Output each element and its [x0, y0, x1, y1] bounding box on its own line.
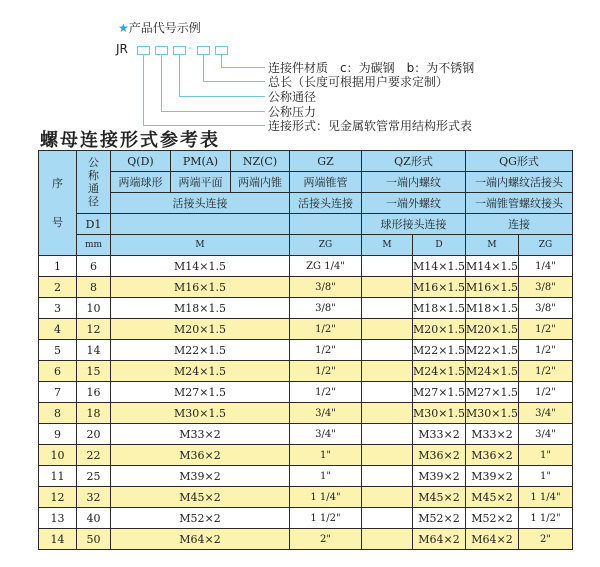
cell-d1: 25	[77, 466, 111, 487]
cell-m: M20×1.5	[111, 319, 290, 340]
cell-qg-zg: 1/2"	[519, 382, 573, 403]
header-pm: PM(A)	[171, 151, 231, 172]
cell-qz-d: M20×1.5	[413, 319, 466, 340]
cell-seq: 9	[39, 424, 77, 445]
cell-qg-zg: 1/4"	[519, 256, 573, 277]
cell-qz-m	[362, 298, 413, 319]
cell-qz-m	[362, 277, 413, 298]
header-qg3: 一端锥管螺纹接头	[466, 193, 573, 214]
cell-qz-d: M45×2	[413, 487, 466, 508]
cell-d1: 6	[77, 256, 111, 277]
cell-zg: 2"	[290, 529, 362, 550]
cell-qz-d: M18×1.5	[413, 298, 466, 319]
connector-line	[221, 67, 265, 68]
table-row	[39, 487, 573, 508]
cell-qg-zg: 1 1/2"	[519, 508, 573, 529]
cell-zg: 1/2"	[290, 319, 362, 340]
cell-qz-d: M64×2	[413, 529, 466, 550]
table-row	[39, 403, 573, 424]
cell-m: M22×1.5	[111, 340, 290, 361]
cell-qz-m	[362, 256, 413, 277]
header-seq	[39, 151, 77, 256]
cell-seq: 8	[39, 403, 77, 424]
cell-qg-m: M22×1.5	[466, 340, 519, 361]
cell-qz-m	[362, 340, 413, 361]
cell-qg-m: M39×2	[466, 466, 519, 487]
cell-qg-zg: 1"	[519, 445, 573, 466]
header-qg2: 一端内螺纹活接头	[466, 172, 573, 193]
cell-seq: 10	[39, 445, 77, 466]
cell-seq: 6	[39, 361, 77, 382]
cell-qg-zg: 3/8"	[519, 298, 573, 319]
header-nz: NZ(C)	[231, 151, 290, 172]
cell-qg-zg: 1"	[519, 466, 573, 487]
cell-d1: 32	[77, 487, 111, 508]
table-row	[39, 319, 573, 340]
cell-seq: 5	[39, 340, 77, 361]
label-connection: 连接形式：见金属软管常用结构形式表	[268, 119, 473, 133]
cell-qz-d: M16×1.5	[413, 277, 466, 298]
connector-line	[179, 55, 180, 96]
cell-seq: 11	[39, 466, 77, 487]
cell-zg: 3/4"	[290, 424, 362, 445]
cell-qg-m: M33×2	[466, 424, 519, 445]
cell-seq: 4	[39, 319, 77, 340]
cell-d1: 8	[77, 277, 111, 298]
connector-line	[203, 55, 204, 81]
label-length: 总长（长度可根据用户要求定制）	[268, 75, 449, 89]
cell-qz-d: M52×2	[413, 508, 466, 529]
cell-qz-m	[362, 445, 413, 466]
cell-qz-d: M14×1.5	[413, 256, 466, 277]
header-empty	[290, 214, 362, 235]
code-dash: -	[188, 41, 192, 54]
cell-qg-m: M36×2	[466, 445, 519, 466]
cell-zg: 1 1/2"	[290, 508, 362, 529]
cell-zg: 1 1/4"	[290, 487, 362, 508]
cell-qg-m: M30×1.5	[466, 403, 519, 424]
connector-line	[143, 55, 144, 125]
cell-qg-zg: 1 1/4"	[519, 487, 573, 508]
cell-qz-d: M27×1.5	[413, 382, 466, 403]
header-qz4: 球形接头连接	[362, 214, 466, 235]
table-row	[39, 277, 573, 298]
header-qg: QG形式	[466, 151, 573, 172]
cell-m: M27×1.5	[111, 382, 290, 403]
cell-qz-m	[362, 361, 413, 382]
cell-m: M64×2	[111, 529, 290, 550]
code-box-pressure	[155, 46, 168, 55]
cell-d1: 20	[77, 424, 111, 445]
label-material: 连接件材质 c：为碳钢 b：为不锈钢	[268, 61, 475, 75]
connector-line	[179, 96, 265, 97]
table-row	[39, 256, 573, 277]
cell-d1: 10	[77, 298, 111, 319]
connector-line	[221, 55, 222, 67]
cell-m: M16×1.5	[111, 277, 290, 298]
code-box-length	[197, 46, 210, 55]
connector-line	[161, 111, 265, 112]
cell-qg-m: M16×1.5	[466, 277, 519, 298]
cell-qg-m: M27×1.5	[466, 382, 519, 403]
header-seq-bottom: 号	[52, 216, 63, 229]
cell-qz-m	[362, 487, 413, 508]
cell-seq: 12	[39, 487, 77, 508]
header-qg-zg: ZG	[519, 235, 573, 256]
code-box-connection	[137, 46, 150, 55]
cell-qz-m	[362, 424, 413, 445]
cell-qg-m: M20×1.5	[466, 319, 519, 340]
table-row	[39, 466, 573, 487]
cell-m: M24×1.5	[111, 361, 290, 382]
example-title-text: 产品代号示例	[128, 21, 201, 35]
cell-qz-d: M39×2	[413, 466, 466, 487]
cell-qg-zg: 2"	[519, 529, 573, 550]
cell-qg-zg: 3/4"	[519, 403, 573, 424]
cell-m: M30×1.5	[111, 403, 290, 424]
nut-connection-table	[38, 150, 573, 550]
cell-zg: 1"	[290, 466, 362, 487]
code-box-material	[215, 46, 228, 55]
header-qz-d: D	[413, 235, 466, 256]
table-row	[39, 361, 573, 382]
cell-d1: 18	[77, 403, 111, 424]
header-qz-m: M	[362, 235, 413, 256]
cell-seq: 7	[39, 382, 77, 403]
header-d1: D1	[77, 214, 111, 235]
label-diameter: 公称通径	[268, 90, 317, 104]
header-mm: mm	[77, 235, 111, 256]
cell-qg-m: M24×1.5	[466, 361, 519, 382]
header-gz2: 两端锥管	[290, 172, 362, 193]
cell-seq: 14	[39, 529, 77, 550]
cell-m: M36×2	[111, 445, 290, 466]
header-qg4: 连接	[466, 214, 573, 235]
cell-qg-m: M52×2	[466, 508, 519, 529]
header-pm2: 两端平面	[171, 172, 231, 193]
table-row	[39, 445, 573, 466]
cell-seq: 2	[39, 277, 77, 298]
cell-qg-zg: 3/8"	[519, 277, 573, 298]
table-row	[39, 508, 573, 529]
cell-qz-m	[362, 529, 413, 550]
header-q: Q(D)	[111, 151, 171, 172]
cell-qg-zg: 3/4"	[519, 424, 573, 445]
cell-qz-d: M24×1.5	[413, 361, 466, 382]
header-zg: ZG	[290, 235, 362, 256]
star-icon: ★	[118, 21, 129, 35]
cell-qz-m	[362, 382, 413, 403]
header-m: M	[111, 235, 290, 256]
connector-line	[161, 55, 162, 111]
cell-d1: 40	[77, 508, 111, 529]
cell-zg: 3/8"	[290, 277, 362, 298]
header-qz3: 一端外螺纹	[362, 193, 466, 214]
connector-line	[203, 81, 265, 82]
cell-qg-zg: 1/2"	[519, 319, 573, 340]
cell-zg: 1/2"	[290, 340, 362, 361]
cell-qz-m	[362, 403, 413, 424]
header-qg-m: M	[466, 235, 519, 256]
cell-qz-d: M22×1.5	[413, 340, 466, 361]
cell-m: M14×1.5	[111, 256, 290, 277]
cell-d1: 12	[77, 319, 111, 340]
cell-zg: 3/4"	[290, 403, 362, 424]
table-row	[39, 529, 573, 550]
header-gz3: 活接头连接	[290, 193, 362, 214]
cell-zg: 1"	[290, 445, 362, 466]
cell-qz-d: M30×1.5	[413, 403, 466, 424]
cell-zg: 3/8"	[290, 298, 362, 319]
cell-m: M18×1.5	[111, 298, 290, 319]
example-title	[118, 19, 201, 36]
header-nominal	[77, 151, 111, 214]
cell-zg: 1/2"	[290, 361, 362, 382]
header-qz: QZ形式	[362, 151, 466, 172]
cell-seq: 1	[39, 256, 77, 277]
cell-qz-m	[362, 508, 413, 529]
code-box-diameter	[173, 46, 186, 55]
header-conn3: 活接头连接	[111, 193, 290, 214]
header-seq-top: 序	[52, 177, 63, 190]
table-row	[39, 298, 573, 319]
header-q2: 两端球形	[111, 172, 171, 193]
header-empty	[111, 214, 290, 235]
cell-qg-m: M18×1.5	[466, 298, 519, 319]
cell-seq: 3	[39, 298, 77, 319]
cell-m: M33×2	[111, 424, 290, 445]
cell-qg-zg: 1/2"	[519, 340, 573, 361]
cell-qg-zg: 1/2"	[519, 361, 573, 382]
cell-qg-m: M45×2	[466, 487, 519, 508]
cell-m: M52×2	[111, 508, 290, 529]
table-row	[39, 340, 573, 361]
header-nominal-text: 公称通径	[88, 156, 99, 208]
cell-d1: 15	[77, 361, 111, 382]
cell-qz-m	[362, 466, 413, 487]
header-nz2: 两端内锥	[231, 172, 290, 193]
cell-seq: 13	[39, 508, 77, 529]
cell-qz-d: M36×2	[413, 445, 466, 466]
code-prefix: JR	[116, 42, 128, 56]
table-row	[39, 424, 573, 445]
cell-qz-m	[362, 319, 413, 340]
cell-qg-m: M14×1.5	[466, 256, 519, 277]
table-body	[39, 256, 573, 550]
table-title: 螺母连接形式参考表	[40, 130, 220, 151]
cell-d1: 16	[77, 382, 111, 403]
header-qz2: 一端内螺纹	[362, 172, 466, 193]
cell-zg: 1/2"	[290, 382, 362, 403]
cell-m: M39×2	[111, 466, 290, 487]
header-gz: GZ	[290, 151, 362, 172]
cell-d1: 14	[77, 340, 111, 361]
cell-d1: 22	[77, 445, 111, 466]
cell-m: M45×2	[111, 487, 290, 508]
cell-zg: ZG 1/4"	[290, 256, 362, 277]
cell-qz-d: M33×2	[413, 424, 466, 445]
cell-d1: 50	[77, 529, 111, 550]
table-row	[39, 382, 573, 403]
label-pressure: 公称压力	[268, 105, 317, 119]
cell-qg-m: M64×2	[466, 529, 519, 550]
